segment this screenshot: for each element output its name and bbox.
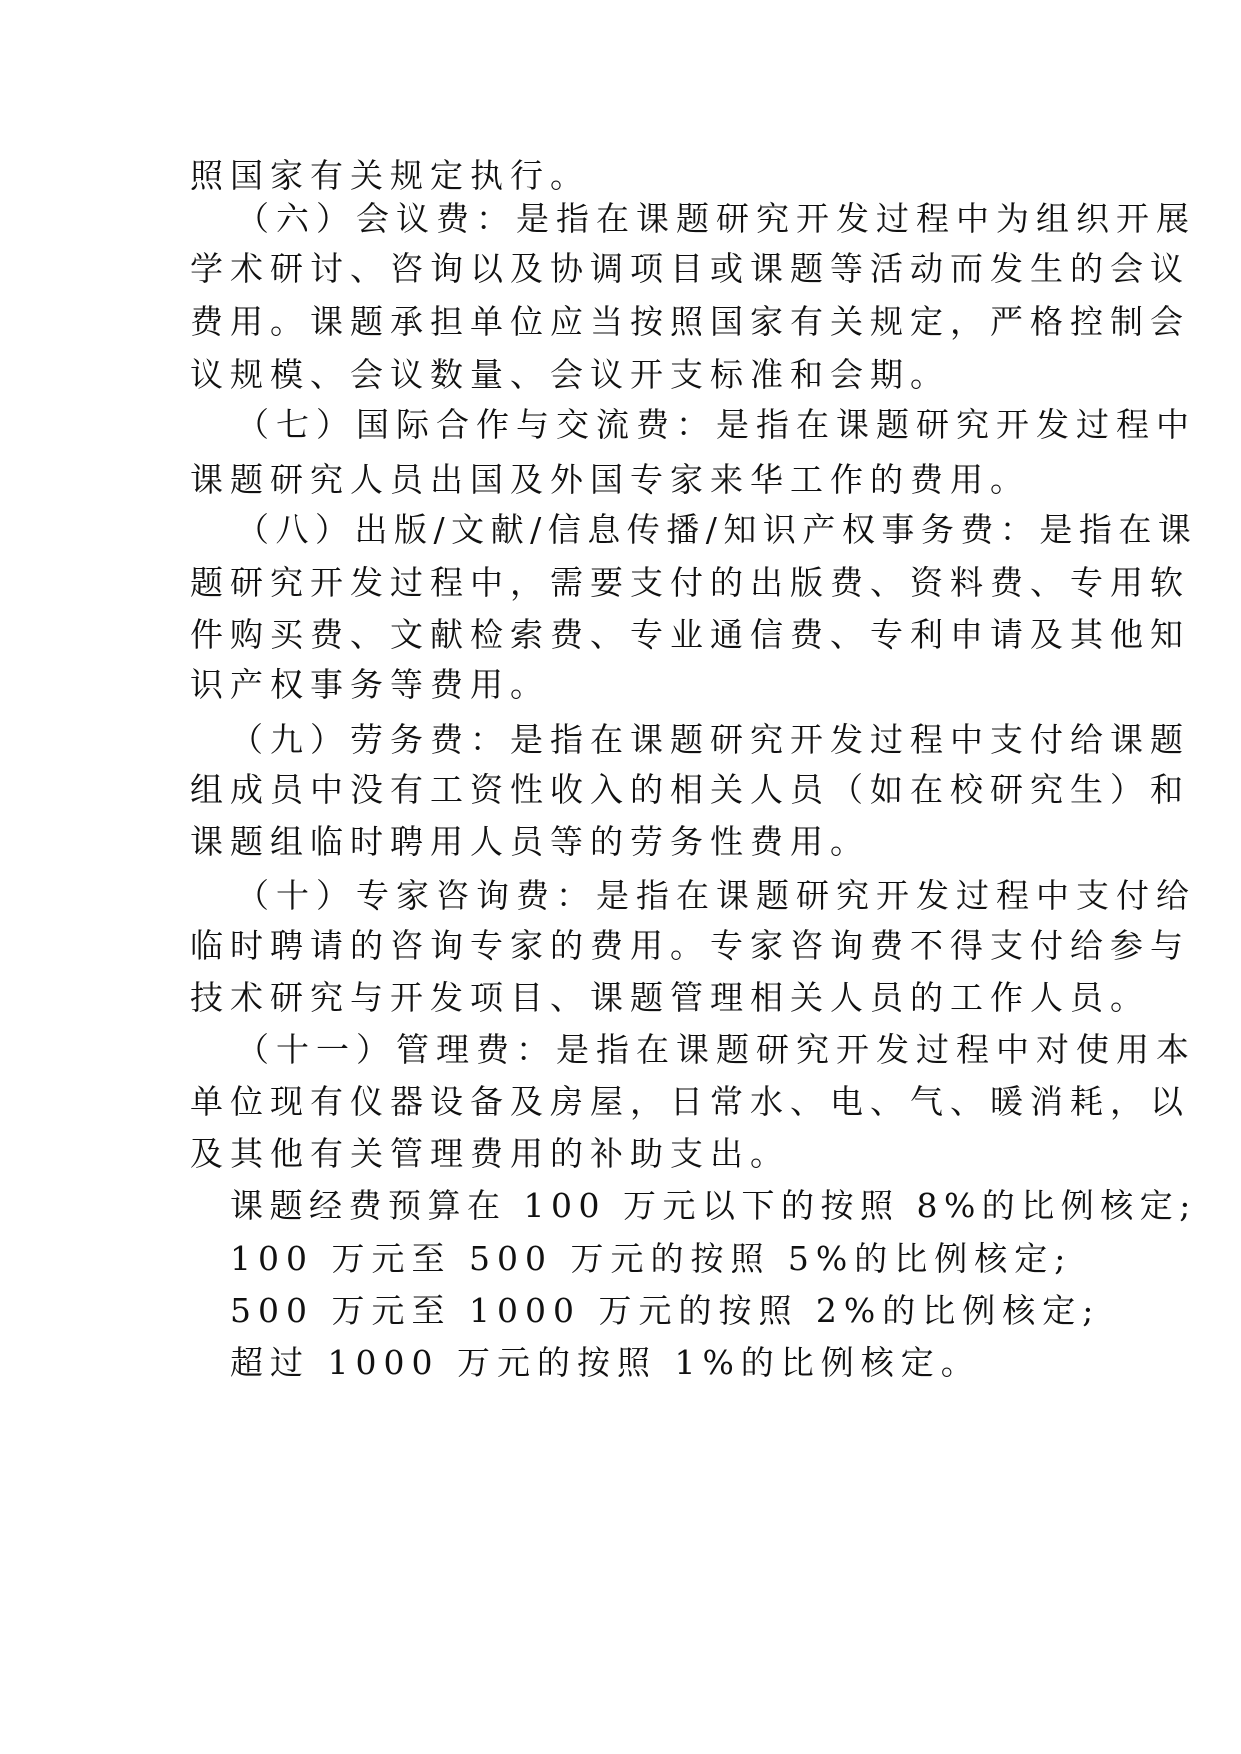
text-line: 单位现有仪器设备及房屋，日常水、电、气、暖消耗，以 — [190, 1082, 1190, 1121]
text-line: 议规模、会议数量、会议开支标准和会期。 — [190, 355, 950, 394]
text-line: 照国家有关规定执行。 — [190, 156, 590, 195]
text-line: 题研究开发过程中，需要支付的出版费、资料费、专用软 — [190, 563, 1190, 602]
section-heading-line: （九）劳务费：是指在课题研究开发过程中支付给课题 — [230, 720, 1190, 759]
text-line: 课题组临时聘用人员等的劳务性费用。 — [190, 822, 870, 861]
rate-line: 100 万元至 500 万元的按照 5%的比例核定; — [230, 1239, 1073, 1278]
text-line: 件购买费、文献检索费、专业通信费、专利申请及其他知 — [190, 615, 1190, 654]
rate-line: 课题经费预算在 100 万元以下的按照 8%的比例核定; — [230, 1186, 1197, 1225]
section-heading-line: （十一）管理费：是指在课题研究开发过程中对使用本 — [236, 1030, 1196, 1069]
text-line: 组成员中没有工资性收入的相关人员（如在校研究生）和 — [190, 770, 1190, 809]
text-line: 识产权事务等费用。 — [190, 665, 550, 704]
text-line: 临时聘请的咨询专家的费用。专家咨询费不得支付给参与 — [190, 926, 1190, 965]
text-line: 课题研究人员出国及外国专家来华工作的费用。 — [190, 460, 1030, 499]
section-heading-line: （八）出版/文献/信息传播/知识产权事务费：是指在课 — [236, 510, 1198, 549]
section-heading-line: （六）会议费：是指在课题研究开发过程中为组织开展 — [236, 199, 1196, 238]
text-line: 及其他有关管理费用的补助支出。 — [190, 1134, 790, 1173]
section-heading-line: （十）专家咨询费：是指在课题研究开发过程中支付给 — [236, 876, 1196, 915]
text-line: 学术研讨、咨询以及协调项目或课题等活动而发生的会议 — [190, 249, 1190, 288]
text-line: 技术研究与开发项目、课题管理相关人员的工作人员。 — [190, 978, 1150, 1017]
text-line: 费用。课题承担单位应当按照国家有关规定，严格控制会 — [190, 302, 1190, 341]
rate-line: 500 万元至 1000 万元的按照 2%的比例核定; — [230, 1291, 1101, 1330]
section-heading-line: （七）国际合作与交流费：是指在课题研究开发过程中 — [236, 405, 1196, 444]
rate-line: 超过 1000 万元的按照 1%的比例核定。 — [230, 1343, 981, 1382]
